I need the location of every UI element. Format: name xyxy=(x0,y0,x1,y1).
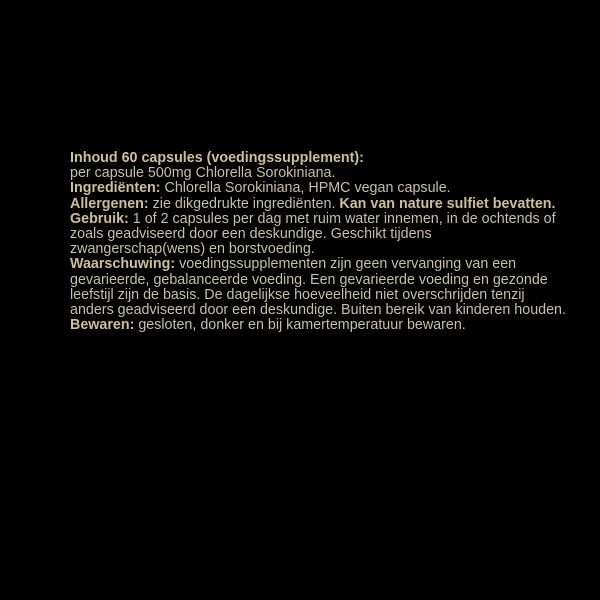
bewaren-section xyxy=(70,318,570,333)
waarschuwing-label: Waarschuwing: xyxy=(70,256,176,273)
bewaren-text: gesloten, donker en bij kamertemperatuur bewaren. xyxy=(134,317,466,334)
allergenen-section xyxy=(70,197,570,212)
bewaren-label: Bewaren: xyxy=(70,317,135,334)
inhoud-heading: Inhoud 60 capsules (voedingssupplement): xyxy=(70,150,364,166)
waarschuwing-section xyxy=(70,257,570,318)
inhoud-text: per capsule 500mg Chlorella Sorokiniana. xyxy=(70,165,336,182)
ingredienten-label: Ingrediënten: xyxy=(70,180,161,197)
gebruik-label: Gebruik: xyxy=(70,210,129,227)
allergenen-label: Allergenen: xyxy=(70,195,149,212)
inhoud-section xyxy=(70,151,570,181)
gebruik-section xyxy=(70,212,570,258)
allergenen-text: zie dikgedrukte ingrediënten. xyxy=(148,195,340,212)
product-label-panel xyxy=(70,151,570,333)
gebruik-text: 1 of 2 capsules per dag met ruim water innemen, in de ochtends of zoals geadviseerd door een deskundige. Geschikt tijdens zwangerschap(wens) en borstvoeding. xyxy=(70,210,556,258)
ingredienten-text: Chlorella Sorokiniana, HPMC vegan capsule. xyxy=(160,180,451,197)
ingredienten-section xyxy=(70,181,570,196)
allergenen-warning: Kan van nature sulfiet bevatten. xyxy=(339,195,556,212)
waarschuwing-text: voedingssupplementen zijn geen vervanging van een gevarieerde, gebalanceerde voeding. Een gevarieerde voeding en gezonde leefstijl zijn de basis. De dagelijkse hoeveelheid niet overschrijden tenzij anders geadviseerd door een deskundige. Buiten bereik van kinderen houden. xyxy=(70,256,566,319)
